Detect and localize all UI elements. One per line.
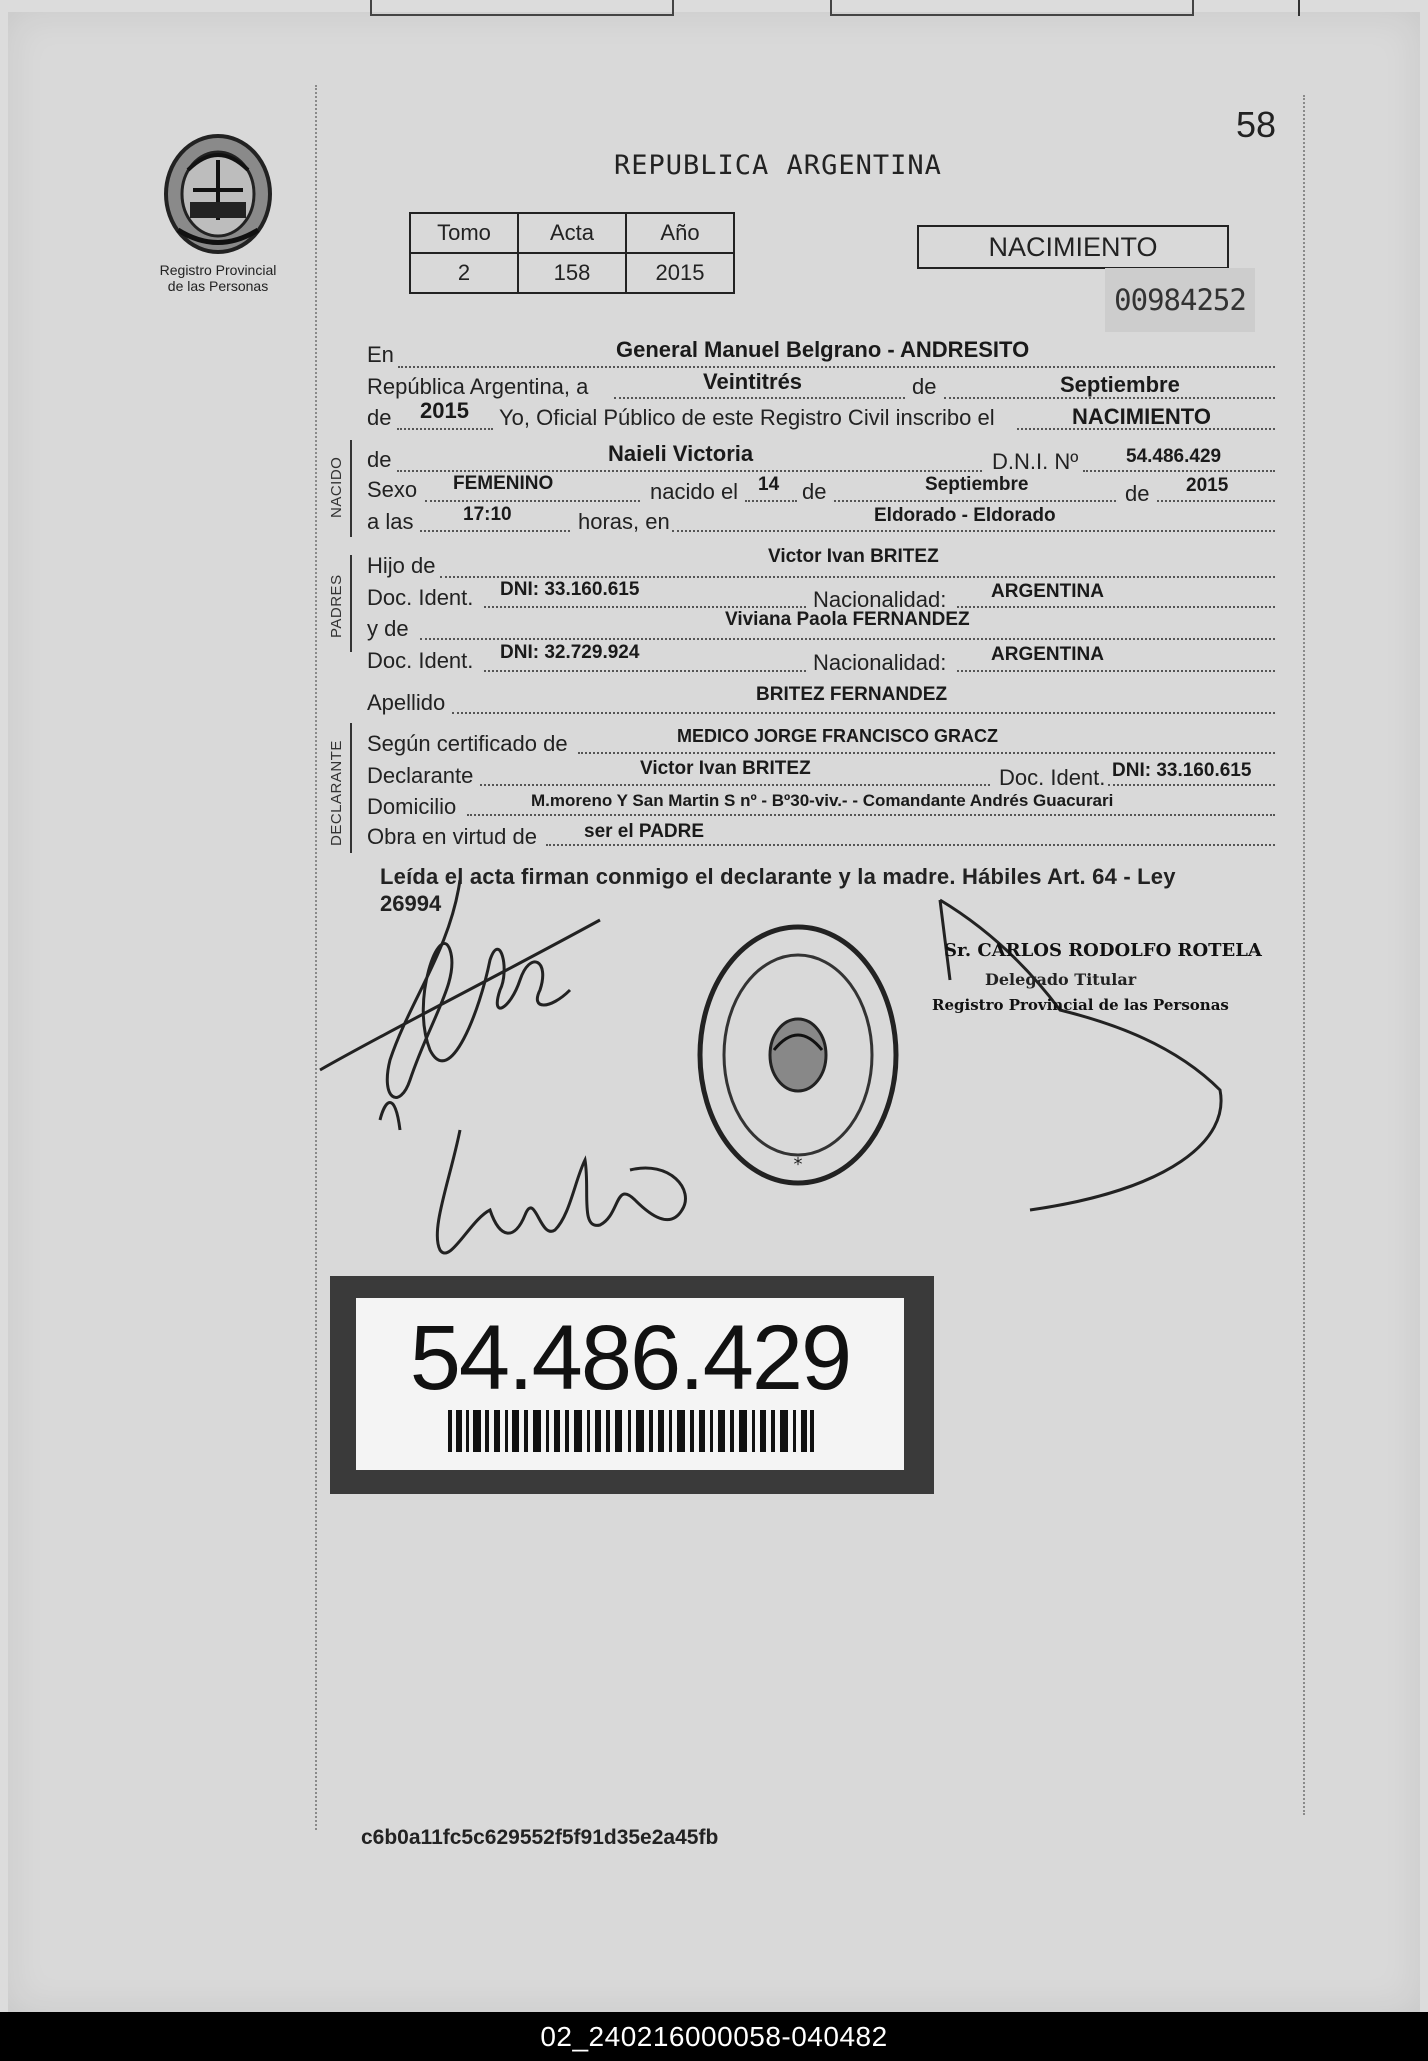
birth-place: Eldorado - Eldorado [874, 505, 1056, 526]
footer-id: 02_240216000058-040482 [0, 2012, 1428, 2061]
line-year [397, 428, 493, 430]
declarante-separator [350, 723, 352, 853]
birth-month: Septiembre [925, 474, 1029, 495]
registration-month: Septiembre [1060, 372, 1180, 397]
country-title: REPUBLICA ARGENTINA [614, 150, 942, 181]
province-seal-icon [158, 130, 278, 258]
line-mother [420, 638, 1275, 640]
line-declarante-doc [1108, 784, 1275, 786]
child-name: Naieli Victoria [608, 441, 754, 466]
registry-line-1: Registro Provincial [159, 262, 277, 278]
side-label-nacido: NACIDO [328, 456, 345, 518]
side-label-padres: PADRES [328, 574, 345, 638]
registry-line-2: de las Personas [167, 278, 269, 294]
line-certificado [578, 752, 1275, 754]
mother-nationality: ARGENTINA [991, 644, 1104, 665]
line-father [440, 576, 1275, 578]
father-nationality: ARGENTINA [991, 581, 1104, 602]
nacido-el-label: nacido el [650, 479, 739, 504]
de-label-4: de [802, 479, 827, 504]
declarante-label: Declarante [367, 763, 474, 788]
tomo-value: 2 [410, 253, 518, 293]
stamp-outer-text [694, 920, 724, 921]
line-birth-place [672, 530, 1275, 532]
registry-name [150, 262, 286, 294]
document-hash: c6b0a11fc5c629552f5f91d35e2a45fb [361, 1826, 719, 1849]
sexo-value: FEMENINO [453, 473, 554, 494]
dni-label: D.N.I. Nº [992, 449, 1079, 474]
line-apellido [452, 712, 1275, 714]
a-las-label: a las [367, 509, 414, 534]
line-declarante [480, 784, 990, 786]
barcode-number: 54.486.429 [409, 1307, 851, 1409]
registration-year: 2015 [420, 398, 469, 423]
right-margin-line [1303, 95, 1305, 1815]
line-dni [1083, 470, 1275, 472]
official-name: Sr. CARLOS RODOLFO ROTELA [944, 940, 1262, 961]
signature-mother [420, 1120, 700, 1270]
anio-header: Año [626, 213, 734, 253]
municipality-value: General Manuel Belgrano - ANDRESITO [616, 337, 1030, 362]
serial-number: 00984252 [1105, 268, 1255, 332]
declarante-doc: DNI: 33.160.615 [1112, 760, 1252, 781]
birth-time: 17:10 [463, 504, 512, 525]
horas-en-label: horas, en [578, 509, 670, 534]
line-en [398, 366, 1275, 368]
mother-nationality-label: Nacionalidad: [813, 650, 947, 675]
apellido-label: Apellido [367, 690, 446, 715]
side-label-declarante: DECLARANTE [328, 740, 345, 846]
declarante-doc-label: Doc. Ident. [999, 765, 1106, 790]
official-title: Delegado Titular [985, 970, 1137, 989]
line-obra [546, 844, 1275, 846]
line-birth-month [834, 500, 1116, 502]
svg-text:*: * [793, 1154, 803, 1175]
stamp-text [694, 920, 902, 1190]
line-birth-year [1157, 500, 1275, 502]
line-domicilio [467, 814, 1275, 816]
en-label: En [367, 342, 394, 367]
birth-year: 2015 [1186, 475, 1229, 496]
declarante-value: Victor Ivan BRITEZ [640, 758, 811, 779]
y-de-label: y de [367, 616, 409, 641]
closing-text-line-1: Leída el acta firman conmigo el declarante y la madre. Hábiles Art. 64 - Ley [380, 864, 1176, 889]
line-day [614, 397, 905, 399]
acta-header: Acta [518, 213, 626, 253]
inscribe-value: NACIMIENTO [1072, 404, 1211, 429]
father-doc: DNI: 33.160.615 [500, 579, 640, 600]
certificado-value: MEDICO JORGE FRANCISCO GRACZ [677, 726, 999, 746]
nacido-separator [350, 440, 352, 537]
reference-table [409, 212, 735, 294]
barcode-bars [448, 1410, 814, 1452]
de-label-1: de [912, 374, 937, 399]
sexo-label: Sexo [367, 477, 418, 502]
obra-value: ser el PADRE [584, 821, 705, 842]
line-mother-nationality [957, 670, 1275, 672]
obra-label: Obra en virtud de [367, 824, 537, 849]
mother-doc: DNI: 32.729.924 [500, 642, 640, 663]
line-mother-doc [484, 670, 806, 672]
father-name: Victor Ivan BRITEZ [768, 546, 939, 567]
de-label-3: de [367, 447, 392, 472]
birth-day: 14 [758, 474, 780, 495]
page-edge-left [370, 0, 674, 16]
mother-doc-label: Doc. Ident. [367, 648, 474, 673]
stamp-inner-text [725, 920, 738, 921]
line-father-doc [484, 606, 806, 608]
anio-value: 2015 [626, 253, 734, 293]
republica-label: República Argentina, a [367, 374, 589, 399]
segun-label: Según certificado de [367, 731, 568, 756]
registration-day: Veintitrés [703, 369, 803, 394]
line-birth-day [745, 500, 797, 502]
domicilio-value: M.moreno Y San Martin S nº - Bº30-viv.- - Comandante Andrés Guacurari [531, 791, 1114, 810]
official-office: Registro Provincial de las Personas [932, 996, 1229, 1014]
act-type-box: NACIMIENTO [917, 225, 1229, 269]
oficial-text: Yo, Oficial Público de este Registro Civil inscribo el [499, 405, 995, 430]
mother-name: Viviana Paola FERNANDEZ [725, 609, 970, 630]
padres-separator [350, 555, 352, 652]
closing-text-line-2: 26994 [380, 891, 442, 916]
hijo-de-label: Hijo de [367, 553, 436, 578]
apellido-value: BRITEZ FERNANDEZ [756, 684, 948, 705]
tomo-header: Tomo [410, 213, 518, 253]
line-name [397, 470, 982, 472]
domicilio-label: Domicilio [367, 794, 457, 819]
father-nationality-label: Nacionalidad: [813, 587, 947, 612]
de-label-2: de [367, 405, 392, 430]
father-doc-label: Doc. Ident. [367, 585, 474, 610]
page-number: 58 [1236, 104, 1277, 145]
line-time [420, 530, 570, 532]
line-sexo [425, 500, 640, 502]
child-dni: 54.486.429 [1126, 446, 1222, 467]
de-label-5: de [1125, 481, 1150, 506]
acta-value: 158 [518, 253, 626, 293]
page-edge-tick [1298, 0, 1300, 16]
line-father-nationality [957, 606, 1275, 608]
page-edge-right [830, 0, 1194, 16]
